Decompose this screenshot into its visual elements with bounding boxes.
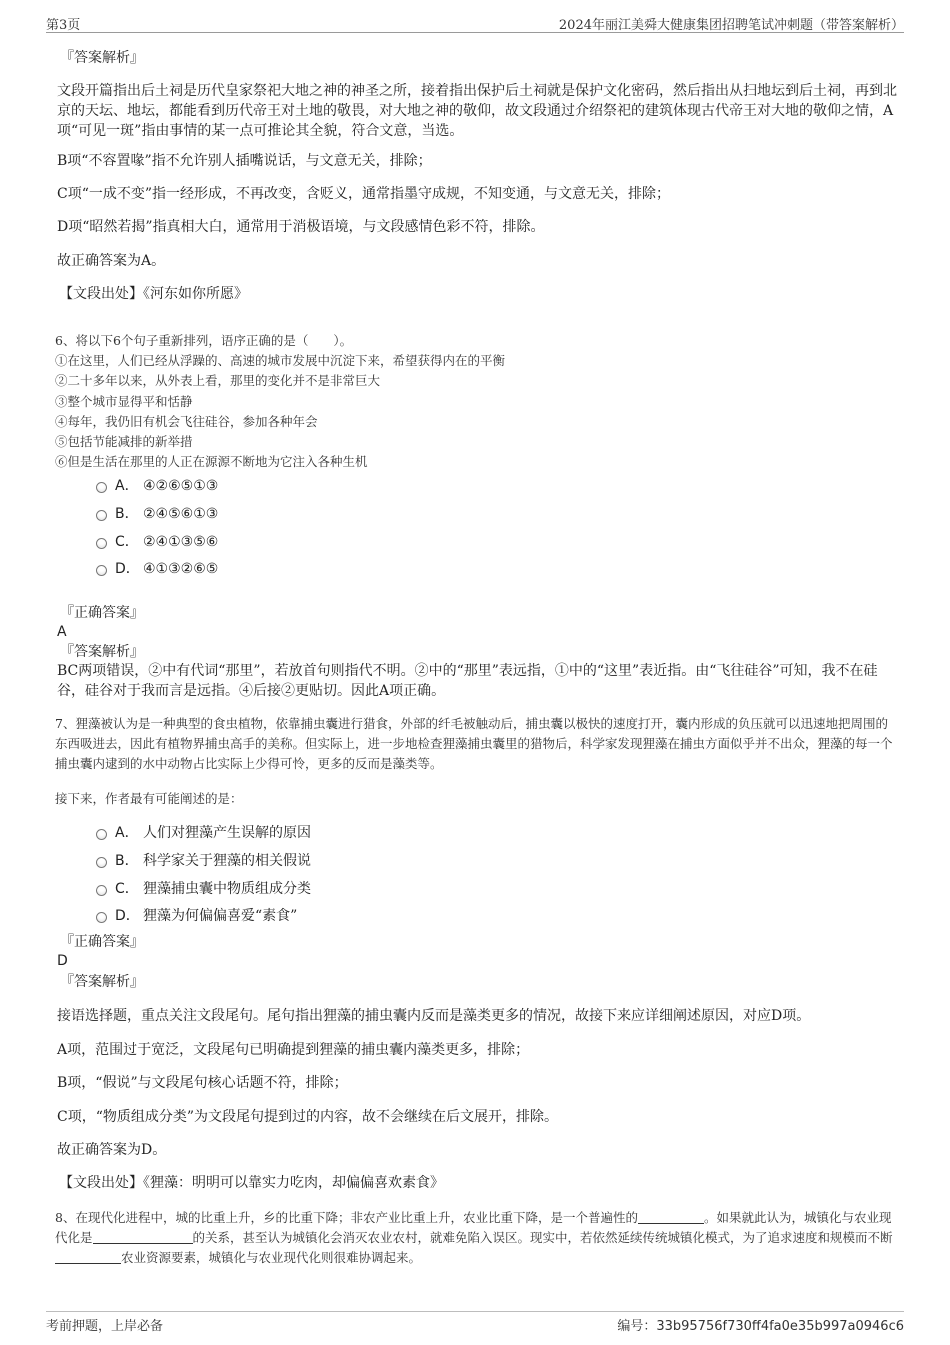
q6-answer-heading: 『正确答案』 bbox=[60, 605, 144, 621]
footer-slogan: 考前押题，上岸必备 bbox=[46, 1319, 164, 1334]
radio-icon[interactable] bbox=[96, 857, 107, 868]
answer-blank-3[interactable] bbox=[55, 1249, 121, 1264]
q6-sentence-6: ⑥但是生活在那里的人正在源源不断地为它注入各种生机 bbox=[55, 454, 368, 469]
q6-sentence-5: ⑤包括节能减排的新举措 bbox=[55, 434, 193, 449]
page-number: 第3页 bbox=[46, 18, 81, 33]
page-footer bbox=[46, 1311, 904, 1336]
radio-icon[interactable] bbox=[96, 912, 107, 923]
q7-question: 接下来，作者最有可能阐述的是： bbox=[55, 791, 243, 806]
q6-option-d[interactable]: D． ④①③②⑥⑤ bbox=[96, 559, 218, 581]
q7-analysis-paragraph-3: B项，“假说”与文段尾句核心话题不符，排除； bbox=[57, 1075, 348, 1091]
q5-analysis-paragraph-3: C项“一成不变”指一经形成，不再改变，含贬义，通常指墨守成规，不知变通，与文意无关，排除； bbox=[57, 186, 671, 202]
q5-source-title: 《河东如你所愿》 bbox=[143, 286, 248, 302]
q6-analysis: BC两项错误，②中有代词“那里”，若放首句则指代不明。②中的“那里”表远指，①中的“这里”表近指。由“飞往硅谷”可知，我不在硅谷，硅谷对于我而言是远指。④后接②更贴切。因此A项正确。 bbox=[57, 663, 878, 699]
q6-option-b[interactable]: B． ②④⑤⑥①③ bbox=[96, 504, 218, 526]
radio-icon[interactable] bbox=[96, 538, 107, 549]
q7-source bbox=[59, 1173, 444, 1193]
answer-blank-1[interactable] bbox=[638, 1209, 704, 1224]
q5-analysis-paragraph-4: D项“昭然若揭”指真相大白，通常用于消极语境，与文段感情色彩不符，排除。 bbox=[57, 219, 545, 235]
q5-analysis-heading: 『答案解析』 bbox=[60, 50, 144, 66]
q6-sentence-2: ②二十多年以来，从外表上看，那里的变化并不是非常巨大 bbox=[55, 373, 381, 388]
q6-option-c[interactable]: C． ②④①③⑤⑥ bbox=[96, 532, 218, 554]
q6-answer: A bbox=[57, 624, 67, 640]
q7-option-d[interactable]: D． 狸藻为何偏偏喜爱“素食” bbox=[96, 906, 297, 928]
q6-sentence-4: ④每年，我仍旧有机会飞往硅谷，参加各种年会 bbox=[55, 414, 318, 429]
page-header bbox=[46, 12, 904, 33]
q7-conclusion: 故正确答案为D。 bbox=[57, 1142, 167, 1158]
q6-sentence-1: ①在这里，人们已经从浮躁的、高速的城市发展中沉淀下来，希望获得内在的平衡 bbox=[55, 353, 506, 368]
q7-analysis-paragraph-1: 接语选择题，重点关注文段尾句。尾句指出狸藻的捕虫囊内反而是藻类更多的情况，故接下来应详细阐述原因，对应D项。 bbox=[57, 1008, 811, 1024]
q7-analysis-paragraph-2: A项，范围过于宽泛，文段尾句已明确提到狸藻的捕虫囊内藻类更多，排除； bbox=[57, 1042, 530, 1058]
radio-icon[interactable] bbox=[96, 829, 107, 840]
q8-stem: 8、在现代化进程中，城的比重上升，乡的比重下降；非农产业比重上升，农业比重下降，是一个普遍性的 。如果就此认为，城镇化与农业现代化是 的关系，甚至认为城镇化会消灭农业农村，就难免陷入误区。现实中，若依然延续传统城镇化模式，为了追求速度和规模而不断农业资源要素，城镇化与农业现代化则很难协调起来。 bbox=[55, 1210, 893, 1265]
q7-option-c[interactable]: C． 狸藻捕虫囊中物质组成分类 bbox=[96, 879, 311, 901]
q6-analysis-heading: 『答案解析』 bbox=[60, 644, 144, 660]
answer-blank-2[interactable] bbox=[93, 1229, 193, 1244]
q5-conclusion: 故正确答案为A。 bbox=[57, 253, 166, 269]
document-code: 编号：33b95756f730ff4fa0e35b997a0946c6 bbox=[617, 1319, 904, 1334]
q7-option-b[interactable]: B． 科学家关于狸藻的相关假说 bbox=[96, 851, 311, 873]
q7-stem: 7、狸藻被认为是一种典型的食虫植物，依靠捕虫囊进行猎食，外部的纤毛被触动后，捕虫囊以极快的速度打开，囊内形成的负压就可以迅速地把周围的东西吸进去，因此有植物界捕虫高手的美称。但实际上，进一步地检查狸藻捕虫囊里的猎物后，科学家发现狸藻在捕虫方面似乎并不出众，狸藻的每一个捕虫囊内逮到的水中动物占比实际上少得可怜，更多的反而是藻类等。 bbox=[55, 716, 893, 771]
q5-analysis-paragraph-1: 文段开篇指出后土祠是历代皇家祭祀大地之神的神圣之所，接着指出保护后土祠就是保护文化密码，然后指出从扫地坛到后土祠，再到北京的天坛、地坛，都能看到历代帝王对土地的敬畏，对大地之神的敬仰，故文段通过介绍祭祀的建筑体现古代帝王对大地的敬仰之情，A项“可见一斑”指由事情的某一点可推论其全貌，符合文意，当选。 bbox=[57, 83, 897, 139]
q7-analysis-paragraph-4: C项，“物质组成分类”为文段尾句提到过的内容，故不会继续在后文展开，排除。 bbox=[57, 1109, 559, 1125]
radio-icon[interactable] bbox=[96, 510, 107, 521]
q7-answer-heading: 『正确答案』 bbox=[60, 934, 144, 950]
radio-icon[interactable] bbox=[96, 482, 107, 493]
q7-source-title: 《狸藻：明明可以靠实力吃肉，却偏偏喜欢素食》 bbox=[143, 1175, 444, 1191]
q5-source bbox=[59, 284, 248, 304]
q7-option-a[interactable]: A． 人们对狸藻产生误解的原因 bbox=[96, 823, 311, 845]
q5-source-label: 【文段出处】 bbox=[59, 286, 143, 302]
radio-icon[interactable] bbox=[96, 885, 107, 896]
q6-sentence-3: ③整个城市显得平和恬静 bbox=[55, 394, 193, 409]
q7-source-label: 【文段出处】 bbox=[59, 1175, 143, 1191]
document-title: 2024年丽江美舜大健康集团招聘笔试冲刺题（带答案解析） bbox=[558, 18, 904, 33]
q6-stem: 6、将以下6个句子重新排列，语序正确的是（ ）。 bbox=[55, 333, 353, 348]
q5-analysis-paragraph-2: B项“不容置喙”指不允许别人插嘴说话，与文意无关，排除； bbox=[57, 153, 432, 169]
q6-option-a[interactable]: A． ④②⑥⑤①③ bbox=[96, 476, 218, 498]
q7-answer: D bbox=[57, 953, 68, 969]
q7-analysis-heading: 『答案解析』 bbox=[60, 974, 144, 990]
radio-icon[interactable] bbox=[96, 565, 107, 576]
